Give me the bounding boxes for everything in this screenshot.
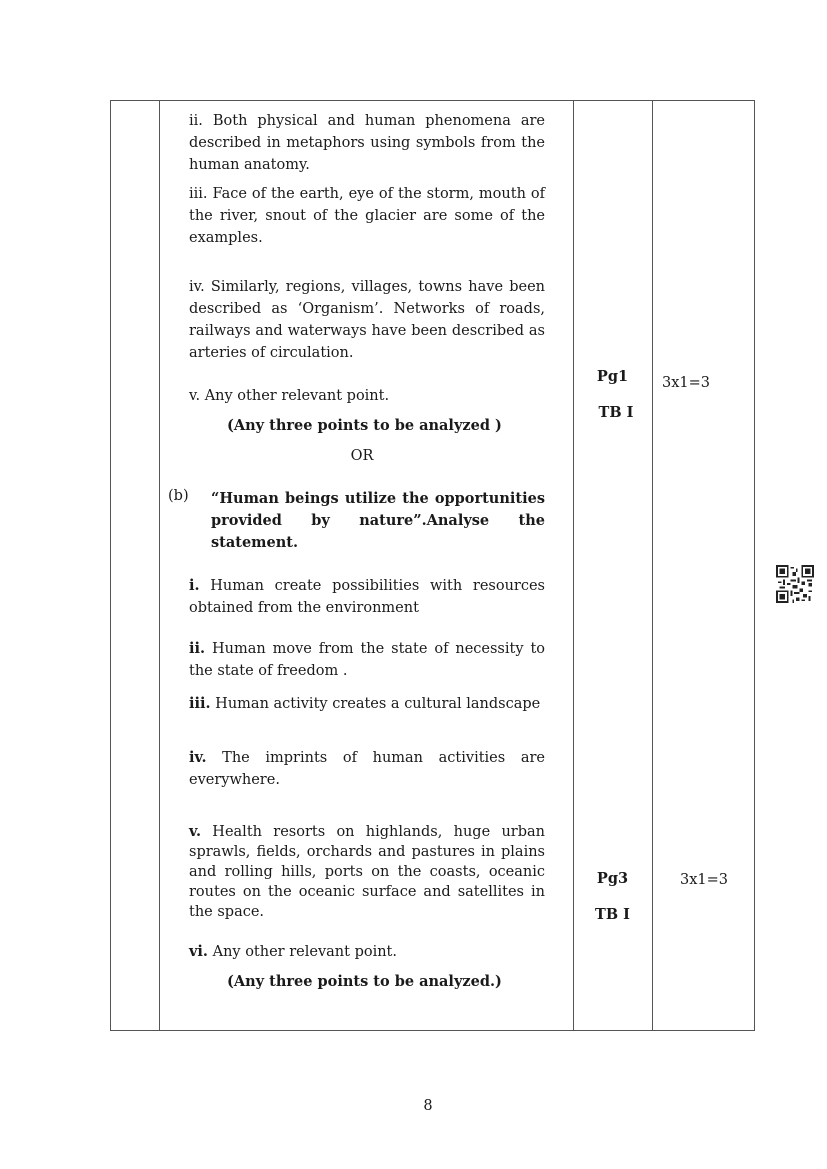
point-text: Human activity creates a cultural landscape bbox=[210, 696, 541, 712]
instruction-a: (Any three points to be analyzed ) bbox=[227, 417, 502, 434]
point-text: Human create possibilities with resources obtained from the environment bbox=[189, 578, 545, 616]
point-number: iv. bbox=[189, 749, 207, 766]
point-number: iii. bbox=[189, 695, 211, 712]
qr-code-icon bbox=[776, 565, 814, 603]
page-number: 8 bbox=[423, 1098, 433, 1114]
point-text: The imprints of human activities are everywhere. bbox=[189, 750, 545, 788]
point-text: Any other relevant point. bbox=[207, 944, 397, 960]
table-border-left bbox=[110, 100, 111, 1031]
question-b-label: (b) bbox=[168, 488, 189, 504]
table-top-border bbox=[110, 100, 755, 101]
point-number: vi. bbox=[189, 943, 208, 960]
reference-b-line1: Pg3 bbox=[596, 870, 629, 887]
point-text: Health resorts on highlands, huge urban sprawls, fields, orchards and pastures in plains and rolling hills, ports on the coasts, oceanic routes on the oceanic surface and satellites in the space. bbox=[189, 824, 545, 920]
question-b-text: “Human beings utilize the opportunities provided by nature”.Analyse the statement. bbox=[211, 490, 545, 551]
table-bottom-border bbox=[110, 1030, 755, 1031]
marks-a: 3x1=3 bbox=[662, 375, 711, 391]
answer-b-point-i bbox=[189, 575, 545, 619]
marks-b: 3x1=3 bbox=[680, 872, 729, 888]
reference-a-line2: TB I bbox=[598, 404, 634, 421]
table-border-col1 bbox=[159, 100, 160, 1031]
or-divider: OR bbox=[350, 448, 374, 464]
answer-point-iv: iv. Similarly, regions, villages, towns have been described as ‘Organism’. Networks of roads, railways and waterways have been described as arteries of circulation. bbox=[189, 279, 545, 361]
point-number: v. bbox=[189, 823, 202, 840]
answer-point-iii: iii. Face of the earth, eye of the storm, mouth of the river, snout of the glacier are some of the examples. bbox=[189, 186, 545, 246]
instruction-b: (Any three points to be analyzed.) bbox=[227, 973, 502, 990]
reference-b-line2: TB I bbox=[595, 906, 630, 923]
answer-b-point-iv bbox=[189, 747, 545, 791]
answer-b-point-vi bbox=[189, 941, 545, 963]
table-border-col3 bbox=[652, 100, 653, 1031]
table-border-col2 bbox=[573, 100, 574, 1031]
answer-point-v: v. Any other relevant point. bbox=[189, 388, 390, 404]
reference-a-line1: Pg1 bbox=[596, 368, 629, 385]
point-number: ii. bbox=[189, 640, 206, 657]
point-number: i. bbox=[189, 577, 200, 594]
answer-b-point-v bbox=[189, 822, 545, 922]
point-text: Human move from the state of necessity to the state of freedom . bbox=[189, 641, 545, 679]
answer-point-ii: ii. Both physical and human phenomena are described in metaphors using symbols from the human anatomy. bbox=[189, 113, 545, 173]
answer-b-point-iii bbox=[189, 693, 545, 715]
table-border-right bbox=[754, 100, 755, 1031]
answer-b-point-ii bbox=[189, 638, 545, 682]
